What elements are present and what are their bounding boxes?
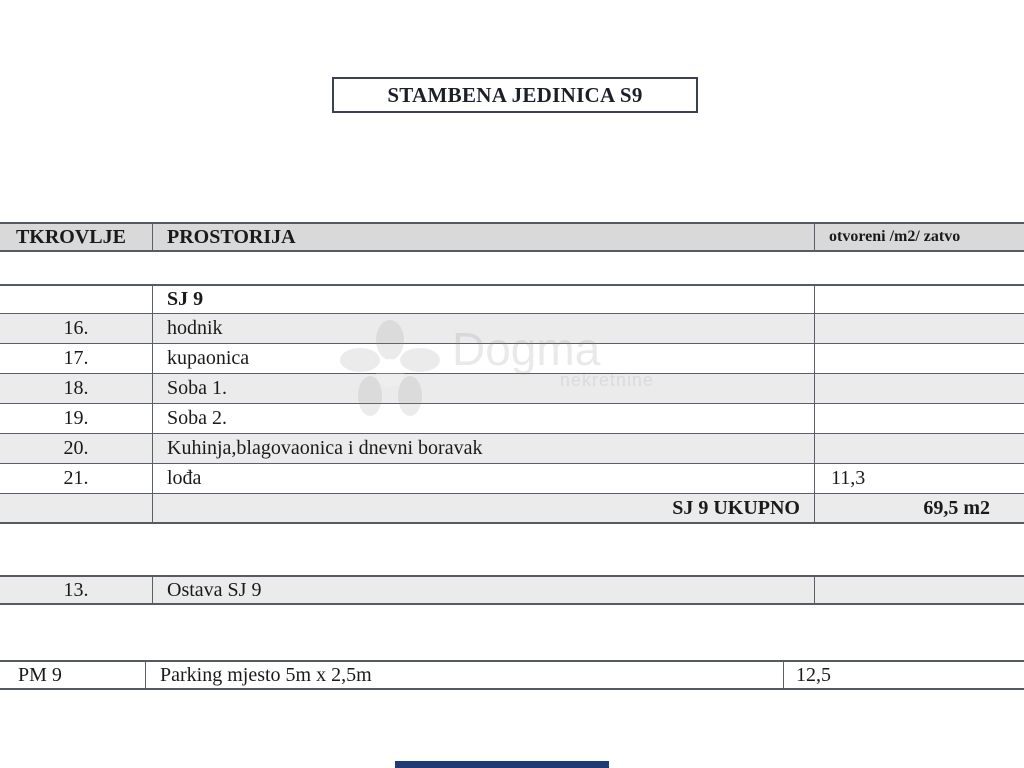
room-area (815, 374, 1024, 403)
table-row (0, 344, 1024, 374)
total-row (0, 494, 1024, 524)
room-area (815, 434, 1024, 463)
bottom-bar (395, 761, 609, 768)
storage-row (0, 575, 1024, 605)
room-name: Kuhinja,blagovaonica i dnevni boravak (153, 434, 815, 463)
room-number: 19. (0, 404, 153, 433)
room-area (815, 404, 1024, 433)
table-row (0, 374, 1024, 404)
watermark-brand: Dogma (452, 323, 601, 375)
table-row (0, 404, 1024, 434)
room-area (815, 344, 1024, 373)
table-cell (815, 286, 1024, 313)
room-number: 21. (0, 464, 153, 493)
parking-number: PM 9 (0, 662, 146, 688)
table-header (0, 222, 1024, 252)
room-name: Soba 2. (153, 404, 815, 433)
room-name: hodnik (153, 314, 815, 343)
table-row (0, 314, 1024, 344)
storage-area (815, 577, 1024, 603)
table-row (0, 434, 1024, 464)
parking-area: 12,5 (796, 663, 831, 686)
room-name: kupaonica (153, 344, 815, 373)
room-area (815, 314, 1024, 343)
storage-name: Ostava SJ 9 (153, 577, 815, 603)
room-number: 17. (0, 344, 153, 373)
room-area: 11,3 (831, 467, 866, 489)
unit-table (0, 284, 1024, 524)
table-cell (0, 494, 153, 522)
room-number: 18. (0, 374, 153, 403)
table-row (0, 464, 1024, 494)
header-col-area: otvoreni /m2/ zatvo (829, 228, 961, 245)
header-col-floor: TKROVLJE (0, 224, 153, 250)
room-name: Soba 1. (153, 374, 815, 403)
storage-number: 13. (0, 577, 153, 603)
parking-name: Parking mjesto 5m x 2,5m (146, 662, 784, 688)
room-number: 16. (0, 314, 153, 343)
header-col-room: PROSTORIJA (153, 224, 815, 250)
total-value: 69,5 m2 (923, 496, 990, 519)
unit-label-row (0, 284, 1024, 314)
parking-row (0, 660, 1024, 690)
table-cell (0, 286, 153, 313)
unit-label: SJ 9 (153, 286, 815, 313)
room-number: 20. (0, 434, 153, 463)
page-title: STAMBENA JEDINICA S9 (332, 77, 698, 113)
room-name: lođa (153, 464, 815, 493)
total-label: SJ 9 UKUPNO (153, 494, 815, 522)
